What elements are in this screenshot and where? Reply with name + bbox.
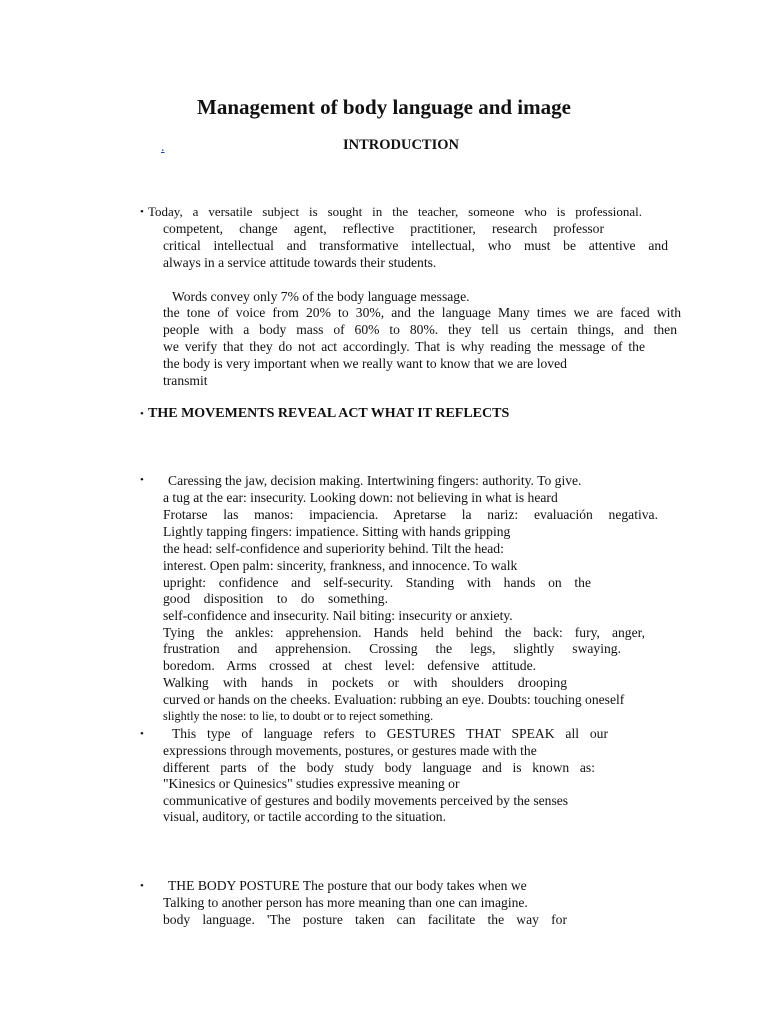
paragraph-line: THE BODY POSTURE The posture that our body takes when we bbox=[168, 878, 527, 893]
paragraph-line: Frotarse las manos: impaciencia. Apretarse la nariz: evaluación negativa. bbox=[163, 507, 658, 522]
section-heading-text: THE MOVEMENTS REVEAL ACT WHAT IT REFLECTS bbox=[148, 406, 510, 421]
paragraph-line: frustration and apprehension. Crossing the legs, slightly swaying. bbox=[163, 641, 621, 656]
paragraph-line: competent, change agent, reflective practitioner, research professor bbox=[163, 221, 604, 236]
paragraph-line: curved or hands on the cheeks. Evaluation: rubbing an eye. Doubts: touching oneself bbox=[163, 692, 625, 707]
paragraph-line: the head: self-confidence and superiority behind. Tilt the head: bbox=[163, 541, 504, 556]
paragraph-line: slightly the nose: to lie, to doubt or to reject something. bbox=[163, 709, 434, 723]
paragraph-line: communicative of gestures and bodily movements perceived by the senses bbox=[163, 793, 569, 808]
bullet-marker: • bbox=[140, 728, 144, 740]
paragraph-line: expressions through movements, postures, or gestures made with the bbox=[163, 743, 537, 758]
bullet-marker: • bbox=[140, 880, 144, 892]
bullet-marker: • bbox=[140, 408, 144, 420]
paragraph-line: self-confidence and insecurity. Nail biting: insecurity or anxiety. bbox=[163, 608, 513, 623]
section-title-introduction: INTRODUCTION bbox=[342, 137, 459, 153]
paragraph-line: always in a service attitude towards their students. bbox=[163, 255, 437, 270]
paragraph-line: the body is very important when we really want to know that we are loved bbox=[163, 356, 567, 371]
intro-anchor-link[interactable]: . bbox=[161, 140, 165, 155]
paragraph-line: Talking to another person has more meaning than one can imagine. bbox=[163, 895, 528, 910]
paragraph-line: Today, a versatile subject is sought in the teacher, someone who is professional. bbox=[148, 204, 642, 219]
paragraph-line: critical intellectual and transformative intellectual, who must be attentive and bbox=[163, 238, 668, 253]
paragraph-line: Walking with hands in pockets or with shoulders drooping bbox=[163, 675, 567, 690]
paragraph-line: different parts of the body study body language and is known as: bbox=[163, 760, 595, 775]
paragraph-line: "Kinesics or Quinesics" studies expressive meaning or bbox=[163, 776, 460, 791]
bullet-marker: • bbox=[140, 206, 144, 218]
paragraph-line: Lightly tapping fingers: impatience. Sitting with hands gripping bbox=[163, 524, 511, 539]
paragraph-line: transmit bbox=[163, 373, 208, 388]
paragraph-line: Tying the ankles: apprehension. Hands held behind the back: fury, anger, bbox=[163, 625, 645, 640]
paragraph-line: body language. 'The posture taken can facilitate the way for bbox=[163, 912, 567, 927]
paragraph-line: Words convey only 7% of the body language message. bbox=[172, 289, 470, 304]
paragraph-line: a tug at the ear: insecurity. Looking down: not believing in what is heard bbox=[163, 490, 558, 505]
paragraph-line: This type of language refers to GESTURES THAT SPEAK all our bbox=[172, 726, 608, 741]
paragraph-line: upright: confidence and self-security. Standing with hands on the bbox=[163, 575, 591, 590]
paragraph-line: visual, auditory, or tactile according to the situation. bbox=[163, 809, 446, 824]
paragraph-line: people with a body mass of 60% to 80%. they tell us certain things, and then bbox=[163, 322, 677, 337]
paragraph-line: the tone of voice from 20% to 30%, and the language Many times we are faced with bbox=[163, 305, 681, 320]
bullet-marker: • bbox=[140, 474, 144, 486]
paragraph-line: boredom. Arms crossed at chest level: defensive attitude. bbox=[163, 658, 536, 673]
paragraph-line: interest. Open palm: sincerity, frankness, and innocence. To walk bbox=[163, 558, 518, 573]
paragraph-line: good disposition to do something. bbox=[163, 591, 388, 606]
paragraph-line: we verify that they do not act accordingly. That is why reading the message of the bbox=[163, 339, 645, 354]
paragraph-line: Caressing the jaw, decision making. Intertwining fingers: authority. To give. bbox=[168, 473, 582, 488]
document-title: Management of body language and image bbox=[197, 95, 571, 119]
